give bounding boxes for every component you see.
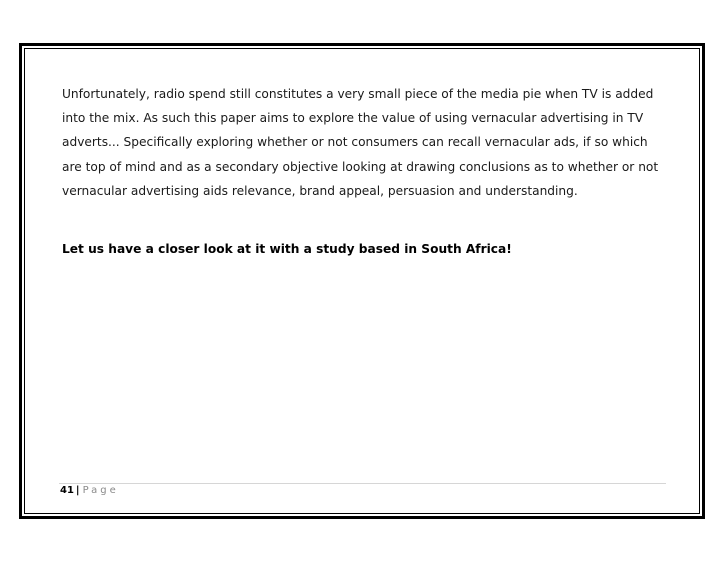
paragraph-line: adverts... Specifically exploring whether or not consumers can recall vernacular ads, if so which <box>62 135 648 150</box>
footer-divider <box>59 483 666 484</box>
body-paragraph <box>62 82 672 203</box>
page-number: 41 <box>60 485 74 496</box>
page-separator: | <box>75 485 80 496</box>
page-label: Page <box>82 485 119 496</box>
paragraph-line: are top of mind and as a secondary objective looking at drawing conclusions as to whether or not <box>62 159 659 174</box>
paragraph-line: into the mix. As such this paper aims to explore the value of using vernacular advertising in TV <box>62 111 644 126</box>
page-footer <box>60 485 119 497</box>
paragraph-line: Unfortunately, radio spend still constitutes a very small piece of the media pie when TV is added <box>62 87 654 101</box>
paragraph-line: vernacular advertising aids relevance, brand appeal, persuasion and understanding. <box>62 183 578 198</box>
highlight-sentence: Let us have a closer look at it with a study based in South Africa! <box>62 242 512 256</box>
